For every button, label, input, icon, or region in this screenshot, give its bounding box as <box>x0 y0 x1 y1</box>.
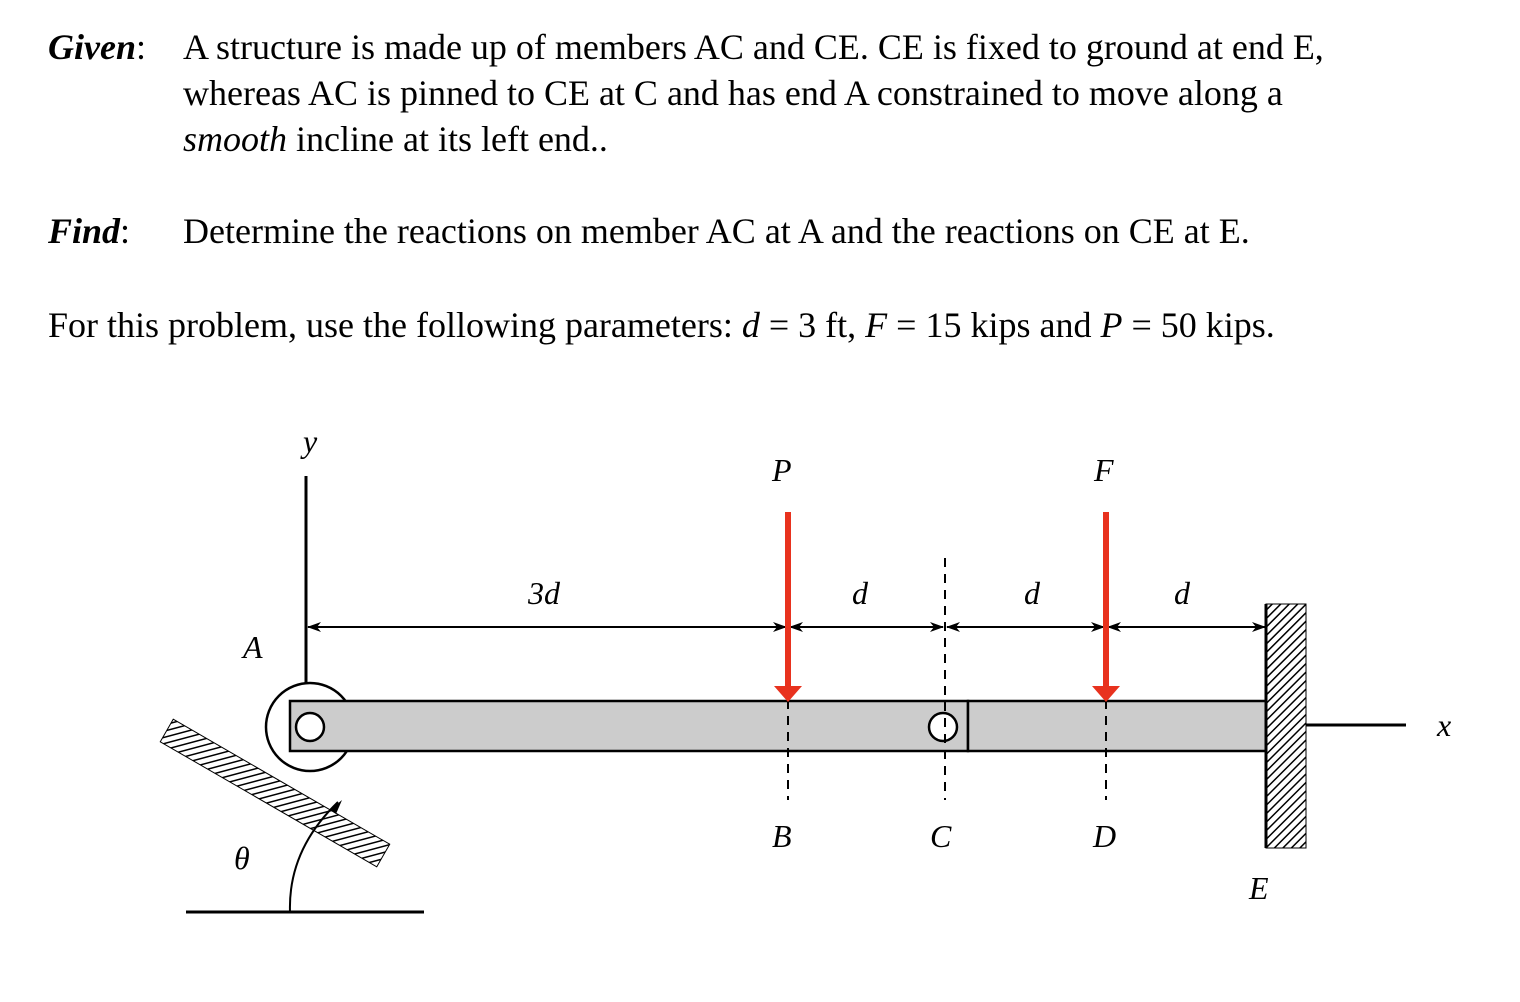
label-dim-3d: 3d <box>528 575 560 611</box>
label-x: x <box>1437 707 1452 743</box>
params-p-symbol: P <box>1100 305 1123 345</box>
given-line-1: A structure is made up of members AC and CE. CE is fixed to ground at end E, <box>183 27 1324 67</box>
given-line-3-rest: incline at its left end.. <box>287 119 608 159</box>
beam-ac <box>290 701 968 751</box>
params-f-symbol: F <box>865 305 888 345</box>
label-dim-d-cd: d <box>1024 575 1040 611</box>
beam-ce <box>968 701 1266 751</box>
params-d-value: = 3 ft, <box>759 305 866 345</box>
pin-c <box>929 713 957 741</box>
fixed-wall-e <box>1266 604 1306 848</box>
find-text: Determine the reactions on member AC at A and the reactions on CE at E. <box>183 211 1250 251</box>
find-colon: : <box>120 211 131 251</box>
label-a: A <box>243 629 263 665</box>
label-d: D <box>1093 818 1117 854</box>
label-dim-d-de: d <box>1174 575 1190 611</box>
params-f-value: = 15 kips and <box>887 305 1101 345</box>
label-y: y <box>303 423 318 459</box>
label-dim-d-bc: d <box>852 575 868 611</box>
given-colon: : <box>135 27 146 67</box>
label-f: F <box>1094 452 1114 488</box>
label-theta: θ <box>234 840 250 876</box>
label-e: E <box>1249 870 1269 906</box>
force-f-arrow <box>1092 512 1120 702</box>
label-b: B <box>772 818 792 854</box>
params-p-value: = 50 kips. <box>1122 305 1275 345</box>
pin-a <box>296 713 324 741</box>
params-prefix: For this problem, use the following parameters: <box>48 305 742 345</box>
label-p: P <box>772 452 792 488</box>
force-p-arrow <box>774 512 802 702</box>
given-line-2: whereas AC is pinned to CE at C and has end A constrained to move along a <box>183 73 1283 113</box>
given-smooth-word: smooth <box>183 119 288 159</box>
find-label: Find <box>48 211 121 251</box>
params-d-symbol: d <box>741 305 760 345</box>
label-c: C <box>930 818 952 854</box>
given-label: Given <box>48 27 136 67</box>
